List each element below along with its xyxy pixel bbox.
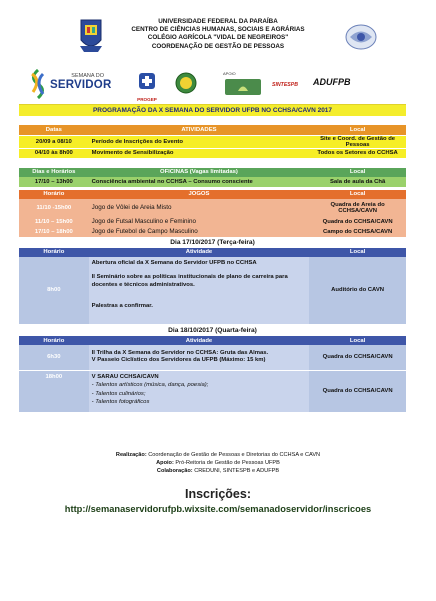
table-row: [19, 217, 406, 227]
table-row: [19, 227, 406, 237]
row-activity: [89, 257, 310, 325]
row-time: 8h00: [19, 257, 89, 325]
day-1-table: [19, 248, 406, 326]
col-header-games: JOGOS: [89, 190, 310, 199]
table-row: [19, 370, 406, 412]
row-date: 11/10 -15h00: [19, 199, 89, 217]
page-header: [0, 16, 436, 68]
col-header-local: Local: [309, 125, 406, 135]
credits-apoio: [0, 459, 436, 467]
table-header-row: [19, 125, 406, 135]
activity-line-1: V SARAU CCHSA/CAVN: [91, 373, 159, 380]
row-local: Quadra do CCHSA/CAVN: [309, 217, 406, 227]
day-2-title: Dia 18/10/2017 (Quarta-feira): [168, 327, 257, 334]
row-activity: [89, 370, 310, 412]
col-header-workshops: OFICINAS (Vagas limitadas): [89, 168, 310, 177]
row-time: 6h30: [19, 345, 89, 370]
row-date: 17/10 – 13h00: [19, 177, 89, 187]
table-row: [19, 257, 406, 325]
registration-table: [19, 125, 406, 159]
table-row: [19, 135, 406, 148]
table-header-row: [19, 336, 406, 345]
row-local: Quadra do CCHSA/CAVN: [309, 345, 406, 370]
row-activity: [89, 345, 310, 370]
table-header-row: [19, 168, 406, 177]
row-date: 17/10 – 18h00: [19, 227, 89, 237]
cchsa-seal-icon: [175, 71, 197, 95]
semana-servidor-swirl-icon: [27, 68, 49, 100]
col-header-local: Local: [309, 336, 406, 345]
row-activity: Jogo de Futsal Masculino e Feminino: [89, 217, 310, 227]
row-activity: Jogo de Futebol de Campo Masculino: [89, 227, 310, 237]
activity-line-3: Palestras a confirmar.: [91, 303, 153, 310]
games-table: [19, 190, 406, 237]
header-line-1: UNIVERSIDADE FEDERAL DA PARAÍBA: [158, 18, 278, 25]
apoio-label: Apoio:: [156, 460, 174, 466]
header-line-2: CENTRO DE CIÊNCIAS HUMANAS, SOCIAIS E AGRÁRIAS: [131, 26, 305, 34]
col-header-time: Horário: [19, 190, 89, 199]
colaboracao-label: Colaboração:: [156, 468, 193, 474]
row-local: Sala de aula da Chã: [309, 177, 406, 187]
row-local: Quadra do CCHSA/CAVN: [309, 370, 406, 412]
row-activity: Consciência ambiental no CCHSA – Consumo consciente: [89, 177, 310, 187]
logo-servidor: SERVIDOR: [50, 79, 112, 91]
row-time: 18h00: [19, 370, 89, 412]
credits-colaboracao: [0, 467, 436, 475]
activity-line-1: Abertura oficial da X Semana do Servidor UFPB no CCHSA: [91, 259, 257, 266]
progep-label: PROGEP: [137, 97, 157, 102]
row-date: 20/09 a 08/10: [19, 135, 89, 148]
table-header-row: [19, 190, 406, 199]
cavn-crest-icon: [344, 22, 378, 52]
col-header-time: Horário: [19, 248, 89, 257]
activity-line-2: II Seminário sobre as políticas institucionais de plano de carreira para docentes e técnicos administrativos.: [91, 274, 288, 288]
col-header-activity: Atividade: [89, 336, 310, 345]
creduni-label: CREDUNI: [234, 97, 252, 101]
col-header-time: Horário: [19, 336, 89, 345]
header-line-4: COORDENAÇÃO DE GESTÃO DE PESSOAS: [151, 42, 285, 50]
row-date: 04/10 às 8h00: [19, 148, 89, 158]
realizacao-text: Coordenação de Gestão de Pessoas e Diretorias do CCHSA e CAVN: [148, 452, 321, 458]
activity-line-2: - Talentos artísticos (música, dança, poesia);: [91, 382, 209, 389]
activity-line-1: II Trilha da X Semana do Servidor no CCHSA: Gruta das Almas.: [91, 349, 269, 356]
row-activity: Jogo de Vôlei de Areia Misto: [89, 199, 310, 217]
row-local: Todos os Setores do CCHSA: [309, 148, 406, 158]
activity-line-3: - Talentos culinários;: [91, 390, 146, 397]
sintespb-logo: SINTESPB: [272, 82, 298, 88]
table-header-row: [19, 248, 406, 257]
table-row: [19, 199, 406, 217]
program-title: PROGRAMAÇÃO DA X SEMANA DO SERVIDOR UFPB NO CCHSA/CAVN 2017: [19, 104, 406, 116]
registration-link[interactable]: http://semanaservidorufpb.wixsite.com/semanadoservidor/inscricoes: [64, 504, 372, 514]
activity-line-4: - Talentos fotográficos: [91, 399, 150, 406]
header-line-3: COLÉGIO AGRÍCOLA "VIDAL DE NEGREIROS": [147, 34, 289, 42]
semana-servidor-logo: [50, 73, 110, 97]
day-2-table: [19, 336, 406, 413]
row-local: Auditório do CAVN: [309, 257, 406, 325]
row-date: 11/10 – 15h00: [19, 217, 89, 227]
table-row: [19, 148, 406, 158]
day-1-title: Dia 17/10/2017 (Terça-feira): [170, 238, 255, 246]
creduni-leaf-icon: [225, 82, 261, 92]
apoio-label: APOIO: [223, 71, 236, 76]
col-header-activities: ATIVIDADES: [89, 125, 310, 135]
program-content: [19, 104, 406, 413]
col-header-local: Local: [309, 248, 406, 257]
row-local: Site e Coord. de Gestão de Pessoas: [309, 135, 406, 148]
realizacao-label: Realização:: [115, 452, 147, 458]
row-local: Quadra de Areia do CCHSA/CAVN: [309, 199, 406, 217]
col-header-activity: Atividade: [89, 248, 310, 257]
credits: [0, 451, 436, 475]
workshops-table: [19, 168, 406, 187]
table-row: [19, 345, 406, 370]
apoio-text: Pró-Reitoria de Gestão de Pessoas UFPB: [175, 460, 280, 466]
creduni-logo: [225, 79, 261, 101]
logo-strip: [0, 68, 436, 104]
col-header-local: Local: [309, 168, 406, 177]
col-header-local: Local: [309, 190, 406, 199]
inscricoes-heading: Inscrições:: [184, 487, 251, 501]
activity-line-2: V Passeio Ciclístico dos Servidores da UFPB (Máximo: 15 km): [91, 357, 266, 364]
row-activity: Movimento de Sensibilização: [89, 148, 310, 158]
col-header-days: Dias e Horários: [19, 168, 89, 177]
row-local: Campo do CCHSA/CAVN: [309, 227, 406, 237]
progep-logo: [135, 72, 159, 100]
credits-realizacao: [0, 451, 436, 459]
logo-semana-do: SEMANA DO: [71, 73, 104, 79]
adufpb-logo: ADUFPB: [313, 77, 351, 87]
institution-heading: [100, 18, 336, 51]
col-header-dates: Datas: [19, 125, 89, 135]
colaboracao-text: CREDUNI, SINTESPB e ADUFPB: [194, 468, 280, 474]
progep-emblem-icon: [135, 72, 159, 92]
row-activity: Período de Inscrições do Evento: [89, 135, 310, 148]
table-row: [19, 177, 406, 187]
